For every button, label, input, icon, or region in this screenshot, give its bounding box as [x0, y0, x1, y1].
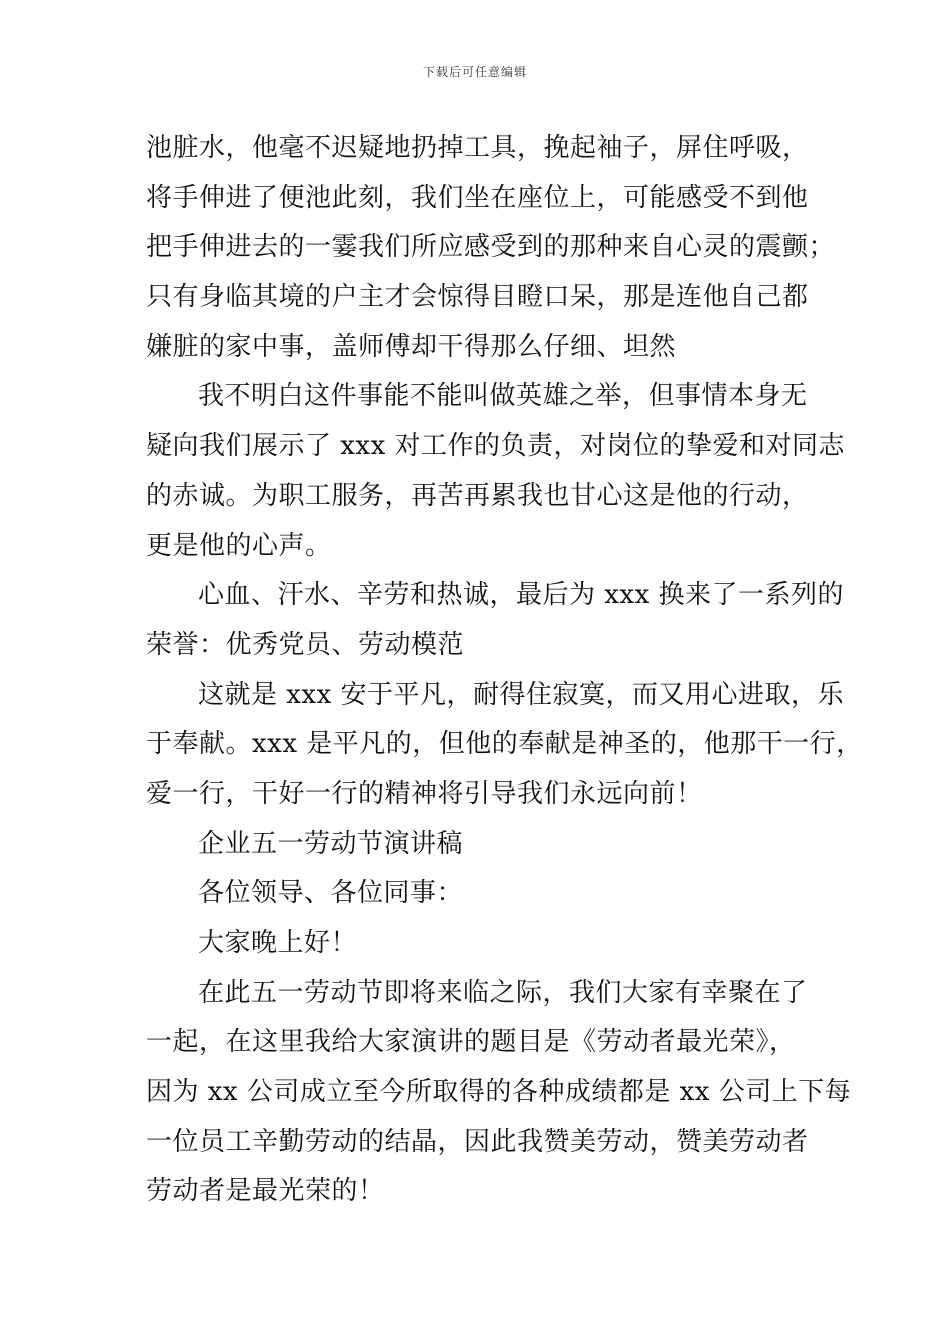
text-line: 各位领导、各位同事：: [198, 878, 464, 909]
text-line: 于奉献。xxx 是平凡的，但他的奉献是神圣的，他那干一行，: [146, 729, 863, 760]
text-line: 疑向我们展示了 xxx 对工作的负责，对岗位的挚爱和对同志: [146, 431, 846, 462]
text-line: 这就是 xxx 安于平凡，耐得住寂寞，而又用心进取，乐: [198, 679, 845, 710]
text-line: 只有身临其境的户主才会惊得目瞪口呆，那是连他自己都: [146, 282, 809, 313]
body-text: [146, 126, 863, 1219]
text-line: 爱一行，干好一行的精神将引导我们永远向前！: [146, 778, 703, 809]
text-line: 一位员工辛勤劳动的结晶，因此我赞美劳动，赞美劳动者: [146, 1126, 809, 1157]
text-line: 将手伸进了便池此刻，我们坐在座位上，可能感受不到他: [146, 182, 809, 213]
page-header: 下载后可任意编辑: [422, 65, 527, 79]
text-line: 嫌脏的家中事，盖师傅却干得那么仔细、坦然: [146, 331, 677, 362]
text-line: 大家晚上好！: [198, 928, 358, 958]
text-line: 我不明白这件事能不能叫做英雄之举，但事情本身无: [198, 381, 808, 412]
text-line: 劳动者是最光荣的！: [146, 1176, 385, 1207]
text-line: 更是他的心声。: [146, 530, 332, 561]
text-line: 的赤诚。为职工服务，再苦再累我也甘心这是他的行动，: [146, 480, 809, 511]
text-line: 在此五一劳动节即将来临之际，我们大家有幸聚在了: [198, 977, 808, 1008]
text-line: 因为 xx 公司成立至今所取得的各种成绩都是 xx 公司上下每: [146, 1077, 852, 1108]
text-line: 企业五一劳动节演讲稿: [198, 828, 464, 859]
text-line: 把手伸进去的一霎我们所应感受到的那种来自心灵的震颤；: [146, 232, 836, 263]
text-line: 心血、汗水、辛劳和热诚，最后为 xxx 换来了一系列的: [198, 580, 845, 611]
text-line: 荣誉：优秀党员、劳动模范: [146, 629, 465, 660]
text-line: 池脏水，他毫不迟疑地扔掉工具，挽起袖子，屏住呼吸，: [146, 133, 809, 163]
text-line: 一起，在这里我给大家演讲的题目是《劳动者最光荣》，: [146, 1027, 796, 1058]
